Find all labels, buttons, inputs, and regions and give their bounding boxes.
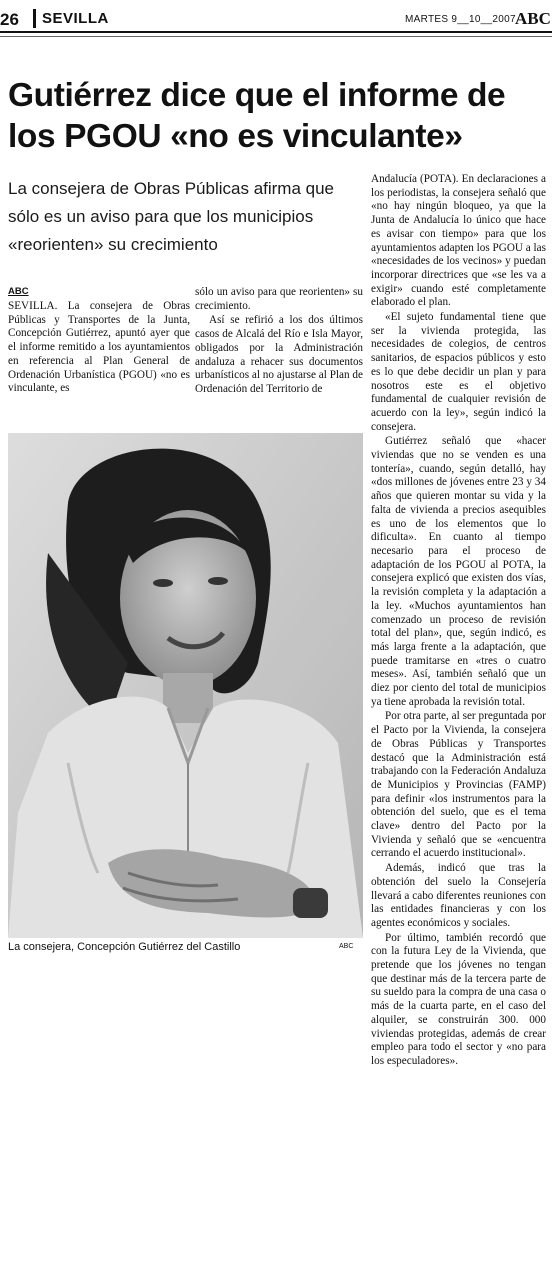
article-column-1 [8, 300, 190, 397]
article-photo [8, 433, 363, 938]
article-paragraph: Por otra parte, al ser preguntada por el Pacto por la Vivienda, la consejera de Obras Públicas y Transportes destacó que la Administración está trabajando con la Federación Andaluza de Municipios y Provincias (FAMP) para definir «los instrumentos para la obtención del suelo, que es el tema clave» dentro del Pacto por la Vivienda y señaló que se «encuentra cerrando el acuerdo institucional». [371, 710, 546, 860]
byline: ABC [8, 286, 29, 297]
header-rule [0, 31, 552, 33]
page-number: 26 [0, 10, 19, 29]
article-column-2 [195, 286, 363, 398]
photo-caption: La consejera, Concepción Gutiérrez del Castillo [8, 941, 241, 953]
article-paragraph: Por último, también recordó que con la futura Ley de la Vivienda, que pretende que los jóvenes no tengan que destinar más de la tercera parte de su sueldo para la compra de una casa o más de la cuarta parte, en el caso del alquiler, se construirán 300. 000 viviendas protegidas, además de crear empleo para todo el sector y «no para los especuladores». [371, 931, 546, 1067]
article-paragraph: Gutiérrez señaló que «hacer viviendas que no se venden es una tontería», cuando, según detalló, hay «dos millones de jóvenes entre 23 y 34 años que quieren montar su vida y la falta de vivienda a precios asequibles es uno de los elementos que lo dificulta». En cuanto al tiempo necesario para el proceso de adaptación de los PGOU al POTA, la consejera explicó que existen dos vías, la revisión completa y la adaptación a la ley. «Muchos ayuntamientos han comenzado un proceso de revisión total del plan», que, según indicó, es más larga frente a la adaptación, que puede tramitarse en «tres o cuatro meses». Así, también señaló que un diez por ciento del total de municipios ya tiene aprobada la revisión total. [371, 435, 546, 708]
article-paragraph: Así se refirió a los dos últimos casos de Alcalá del Río e Isla Mayor, obligados por la Administración andaluza a rehacer sus documentos urbanísticos al no ajustarse al Plan de Ordenación del Territorio de [195, 314, 363, 395]
publication-date: MARTES 9__10__2007 [405, 14, 516, 25]
article-paragraph: SEVILLA. La consejera de Obras Públicas y Transportes de la Junta, Concepción Gutiérrez, apuntó ayer que el informe remitido a los ayuntamientos en referencia al Plan General de Ordenación Urbanística (PGOU) «no es vinculante, es [8, 300, 190, 395]
article-paragraph: sólo un aviso para que reorienten» su crecimiento. [195, 286, 363, 312]
photo-credit: ABC [339, 943, 354, 950]
article-column-3 [371, 173, 546, 1070]
headline: Gutiérrez dice que el informe de los PGOU «no es vinculante» [8, 77, 506, 155]
section-label: SEVILLA [33, 9, 115, 28]
header-rule-thin [0, 36, 552, 37]
article-paragraph: Además, indicó que tras la obtención del suelo la Consejería llevará a cabo diferentes reuniones con las entidades financieras y con los agentes económicos y sociales. [371, 862, 546, 929]
article-paragraph: Andalucía (POTA). En declaraciones a los periodistas, la consejera señaló que «no hay ningún bloqueo, ya que la Junta de Andalucía lo único que hace es avisar con tiempo» para que los ayuntamientos adapten los PGOU a las «necesidades de los vecinos» y puedan incorporar directrices que «se les va a exigir» cuando esté completamente elaborado el plan. [371, 173, 546, 309]
newspaper-brand: ABC [515, 9, 551, 28]
subheadline: La consejera de Obras Públicas afirma que sólo es un aviso para que los municipios «reorienten» su crecimiento [8, 179, 335, 254]
page-header [0, 0, 552, 32]
portrait-illustration [8, 433, 363, 938]
article-paragraph: «El sujeto fundamental tiene que ser la vivienda protegida, las necesidades de colegios, de centros sanitarios, de espacios públicos y esto es lo que debe decidir un plan y para nosotros este es el objetivo fundamental de cualquier revisión de acuerdo con la ley», según indicó la consejera. [371, 311, 546, 433]
